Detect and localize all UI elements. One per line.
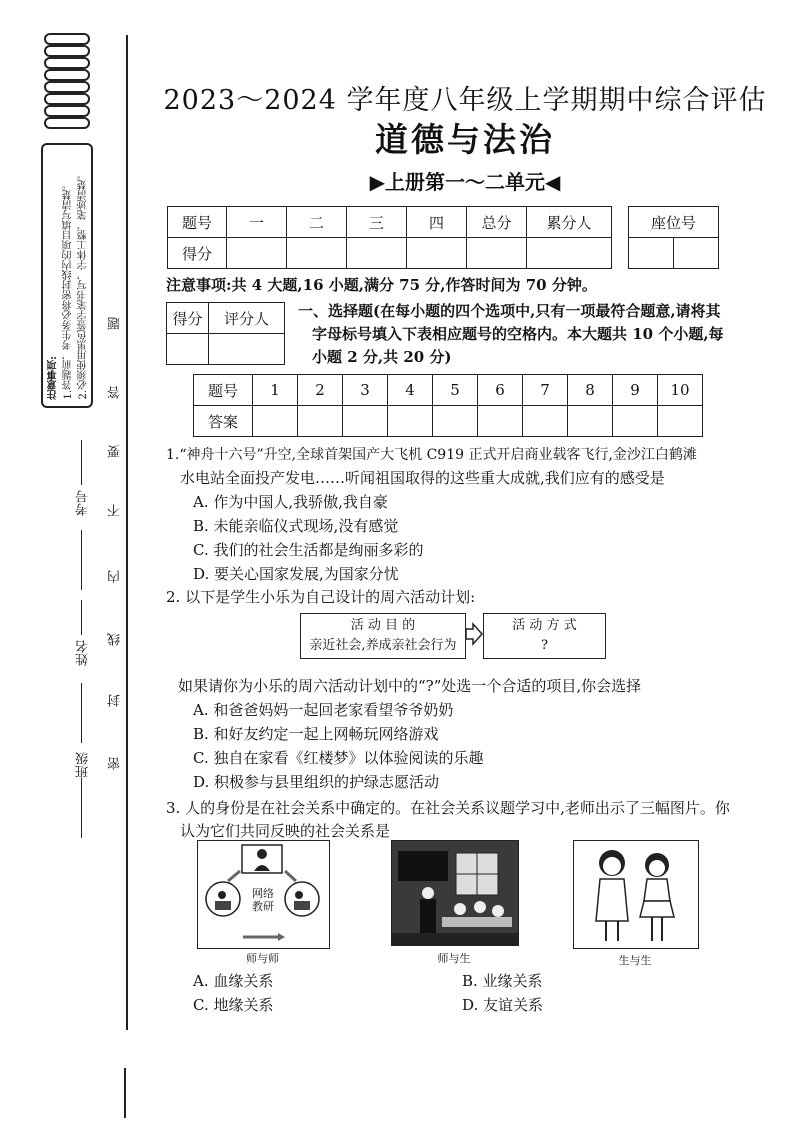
answer-cell[interactable] (433, 406, 478, 437)
q3-caption-2: 师与生 (437, 952, 471, 965)
q3-image-teacher-student (391, 840, 519, 946)
q3-option-a[interactable]: A. 血缘关系 (193, 972, 274, 990)
q1-stem-line: 1.“神舟十六号”升空,全球首架国产大飞机 C919 正式开启商业载客飞行,金沙江白鹤滩 (166, 447, 697, 463)
class-line (81, 778, 82, 838)
margin-notice-box (41, 143, 93, 408)
seat-label: 座位号 (629, 207, 719, 238)
answer-table-row-label: 答案 (194, 406, 253, 437)
score-table-header: 二 (287, 207, 347, 238)
name-line (81, 600, 82, 635)
q2-question: 如果请你为小乐的周六活动计划中的“?”处选一个合适的项目,你会选择 (178, 677, 642, 695)
answer-number: 9 (613, 375, 658, 406)
binding-ring (44, 33, 90, 45)
score-cell[interactable] (527, 238, 612, 269)
answer-number: 3 (343, 375, 388, 406)
answer-number: 8 (568, 375, 613, 406)
answer-cell[interactable] (658, 406, 703, 437)
section1-instructions (298, 300, 778, 369)
answer-number: 6 (478, 375, 523, 406)
margin-notice-title: 注意事项: (48, 356, 59, 400)
binding-ring (44, 105, 90, 117)
q3-stem-line: 认为它们共同反映的社会关系是 (180, 822, 391, 840)
answer-number: 10 (658, 375, 703, 406)
answer-cell[interactable] (568, 406, 613, 437)
margin-notice-line1: 1.答题前，考生务必将密封线内的项目填写清楚。 (63, 180, 74, 400)
score-table-header: 三 (347, 207, 407, 238)
grader-score-label: 得分 (167, 303, 209, 334)
q1-option-a[interactable]: A. 作为中国人,我骄傲,我自豪 (193, 493, 388, 511)
score-cell[interactable] (227, 238, 287, 269)
q3-image-student-student (573, 840, 699, 949)
answer-cell[interactable] (523, 406, 568, 437)
students-illustration (574, 841, 698, 948)
grader-label: 评分人 (209, 303, 285, 334)
section1-line: 字母标号填入下表相应题号的空格内。本大题共 10 个小题,每 (312, 325, 724, 343)
network-research-label: 网络教研 (252, 887, 274, 913)
q2-purpose-box (300, 613, 466, 659)
score-cell[interactable] (287, 238, 347, 269)
seal-char: 密 (108, 757, 123, 770)
q2-stem: 2. 以下是学生小乐为自己设计的周六活动计划: (166, 588, 476, 606)
classroom-illustration (392, 841, 518, 945)
binding-ring (44, 45, 90, 57)
q2-option-a[interactable]: A. 和爸爸妈妈一起回老家看望爷爷奶奶 (193, 701, 454, 719)
answer-cell[interactable] (298, 406, 343, 437)
exam-title: 2023～2024 学年度八年级上学期期中综合评估 (163, 85, 767, 116)
q2-option-d[interactable]: D. 积极参与县里组织的护绿志愿活动 (193, 773, 440, 791)
answer-number: 7 (523, 375, 568, 406)
seal-line (124, 1068, 126, 1118)
answer-number: 4 (388, 375, 433, 406)
binding-ring (44, 93, 90, 105)
grader-score-cell[interactable] (167, 334, 209, 365)
q1-option-c[interactable]: C. 我们的社会生活都是绚丽多彩的 (193, 541, 424, 559)
q2-purpose-text: 亲近社会,养成亲社会行为 (309, 638, 457, 653)
answer-number: 1 (253, 375, 298, 406)
answer-table (193, 374, 703, 437)
answer-table-header: 题号 (194, 375, 253, 406)
name-line (81, 683, 82, 743)
answer-cell[interactable] (388, 406, 433, 437)
binding-ring (44, 81, 90, 93)
grader-cell[interactable] (209, 334, 285, 365)
seal-char: 要 (108, 445, 123, 458)
score-cell[interactable] (347, 238, 407, 269)
q3-option-d[interactable]: D. 友谊关系 (462, 996, 544, 1014)
score-cell[interactable] (467, 238, 527, 269)
q3-option-c[interactable]: C. 地缘关系 (193, 996, 274, 1014)
section1-line: 小题 2 分,共 20 分) (312, 348, 452, 366)
answer-cell[interactable] (343, 406, 388, 437)
q2-option-b[interactable]: B. 和好友约定一起上网畅玩网络游戏 (193, 725, 439, 743)
binding-ring (44, 57, 90, 69)
seal-char: 封 (108, 694, 123, 707)
unit-scope: ▶上册第一～二单元◀ (369, 170, 561, 194)
score-table-header: 题号 (168, 207, 227, 238)
q1-stem-line: 水电站全面投产发电……听闻祖国取得的这些重大成就,我们应有的感受是 (180, 469, 665, 487)
seat-cell[interactable] (674, 238, 719, 269)
q3-stem-line: 3. 人的身份是在社会关系中确定的。在社会关系议题学习中,老师出示了三幅图片。你 (166, 799, 730, 817)
grader-table (166, 302, 285, 365)
q1-option-d[interactable]: D. 要关心国家发展,为国家分忧 (193, 565, 399, 583)
answer-number: 2 (298, 375, 343, 406)
q2-method-text: ? (541, 638, 548, 653)
score-table (167, 206, 612, 269)
q3-image-teacher-teacher (197, 840, 330, 949)
binding-ring (44, 117, 90, 129)
margin-notice-line2: 2.必须使用黑色签字笔书写，字体工整、笔迹清楚。 (78, 170, 89, 400)
seal-char: 题 (108, 317, 123, 330)
score-table-header: 总分 (467, 207, 527, 238)
q2-method-title: 活 动 方 式 (512, 618, 577, 633)
answer-number: 5 (433, 375, 478, 406)
answer-cell[interactable] (478, 406, 523, 437)
seal-char: 线 (108, 633, 123, 646)
score-table-header: 四 (407, 207, 467, 238)
q3-caption-3: 生与生 (618, 954, 652, 967)
binding-ring (44, 69, 90, 81)
q3-caption-1: 师与师 (246, 952, 279, 965)
q1-option-b[interactable]: B. 未能亲临仪式现场,没有感觉 (193, 517, 399, 535)
q2-purpose-title: 活 动 目 的 (350, 618, 416, 633)
subject-title: 道德与法治 (375, 120, 555, 159)
seal-char: 不 (108, 504, 123, 517)
exam-no-line (81, 440, 82, 485)
seat-cell[interactable] (629, 238, 674, 269)
section1-line: 一、选择题(在每小题的四个选项中,只有一项最符合题意,请将其 (298, 302, 721, 320)
exam-no-label: 考号 (76, 490, 91, 516)
answer-cell[interactable] (613, 406, 658, 437)
q2-option-c[interactable]: C. 独自在家看《红楼梦》以体验阅读的乐趣 (193, 749, 484, 767)
exam-notice: 注意事项:共 4 大题,16 小题,满分 75 分,作答时间为 70 分钟。 (166, 276, 597, 294)
score-cell[interactable] (407, 238, 467, 269)
answer-cell[interactable] (253, 406, 298, 437)
class-label: 班级 (76, 752, 91, 778)
q2-method-box (483, 613, 606, 659)
seal-line (126, 35, 128, 1030)
name-label: 姓名 (76, 640, 91, 666)
q3-stem (166, 797, 766, 843)
score-table-row-label: 得分 (168, 238, 227, 269)
q3-option-b[interactable]: B. 业缘关系 (462, 972, 543, 990)
q1-stem (166, 444, 766, 490)
exam-no-line (81, 530, 82, 590)
seal-char: 答 (108, 386, 123, 399)
seat-table (628, 206, 719, 269)
score-table-header: 累分人 (527, 207, 612, 238)
seal-char: 内 (108, 570, 123, 583)
score-table-header: 一 (227, 207, 287, 238)
flow-arrow-icon (465, 622, 483, 646)
